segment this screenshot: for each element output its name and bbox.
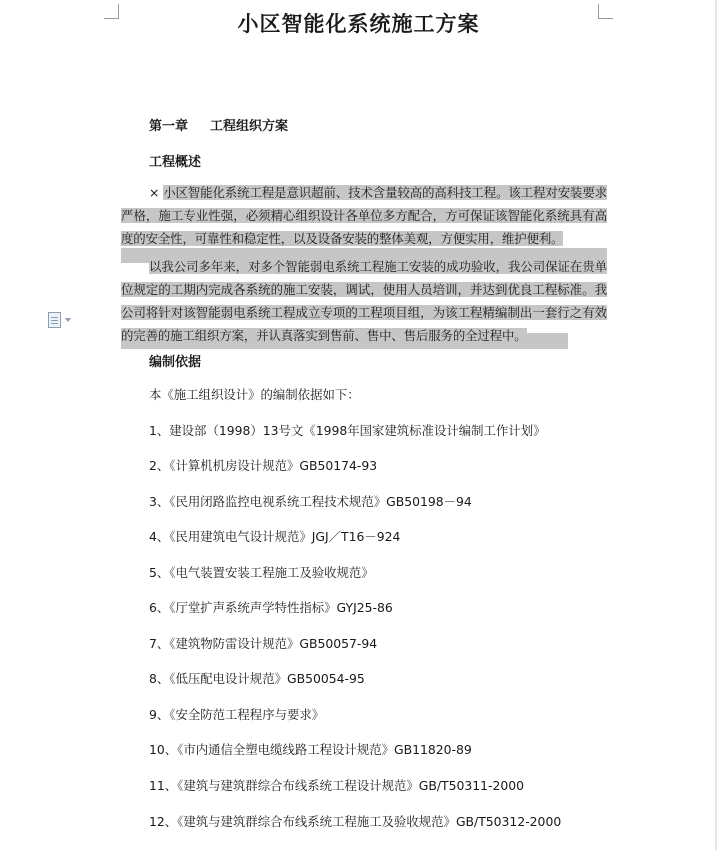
paragraph-options-button[interactable] <box>48 312 71 328</box>
chevron-down-icon <box>65 318 71 322</box>
overview-paragraph-2[interactable] <box>121 255 607 347</box>
overview-heading[interactable]: 工程概述 <box>149 155 202 170</box>
document-icon <box>48 312 61 328</box>
basis-item[interactable]: 6、《厅堂扩声系统声学特性指标》GYJ25-86 <box>149 600 393 615</box>
selected-text-2: 以我公司多年来，对多个智能弱电系统工程施工安装的成功验收，我公司保证在贵单位规定的工期内完成各系统的施工安装，调试，使用人员培训，并达到优良工程标准。我公司将针对该智能弱电系统工程成立专项的工程项目组，为该工程精编制出一套行之有效的完善的施工组织方案，并认真落实到售前、售中、售后服务的全过程中。 <box>121 259 607 343</box>
basis-item[interactable]: 9、《安全防范工程程序与要求》 <box>149 707 325 722</box>
basis-item[interactable]: 4、《民用建筑电气设计规范》JGJ／T16－924 <box>149 529 401 544</box>
basis-intro[interactable]: 本《施工组织设计》的编制依据如下： <box>149 387 360 402</box>
basis-item[interactable]: 11、《建筑与建筑群综合布线系统工程设计规范》GB/T50311-2000 <box>149 778 525 793</box>
chapter-title: 工程组织方案 <box>210 119 289 134</box>
chapter-heading[interactable] <box>149 115 288 134</box>
basis-item[interactable]: 12、《建筑与建筑群综合布线系统工程施工及验收规范》GB/T50312-2000 <box>149 814 562 829</box>
basis-item[interactable]: 5、《电气装置安装工程施工及验收规范》 <box>149 565 374 580</box>
basis-heading[interactable]: 编制依据 <box>149 355 202 370</box>
paragraph-marker: × <box>149 185 160 200</box>
overview-paragraph-1[interactable] <box>121 181 607 250</box>
basis-item[interactable]: 8、《低压配电设计规范》GB50054-95 <box>149 671 365 686</box>
basis-item[interactable]: 2、《计算机机房设计规范》GB50174-93 <box>149 458 378 473</box>
basis-item[interactable]: 3、《民用闭路监控电视系统工程技术规范》GB50198－94 <box>149 494 472 509</box>
document-title[interactable]: 小区智能化系统施工方案 <box>237 11 480 36</box>
basis-item[interactable]: 10、《市内通信全塑电缆线路工程设计规范》GB11820-89 <box>149 742 472 757</box>
chapter-label: 第一章 <box>149 119 189 134</box>
basis-item[interactable]: 7、《建筑物防雷设计规范》GB50057-94 <box>149 636 378 651</box>
selected-text-1: 小区智能化系统工程是意识超前、技术含量较高的高科技工程。该工程对安装要求严格，施工专业性强，必须精心组织设计各单位多方配合，方可保证该智能化系统具有高度的安全性，可靠性和稳定性，以及设备安装的整体美观，方便实用，维护便利。 <box>121 185 608 246</box>
basis-item[interactable]: 1、建设部（1998）13号文《1998年国家建筑标准设计编制工作计划》 <box>149 423 546 438</box>
